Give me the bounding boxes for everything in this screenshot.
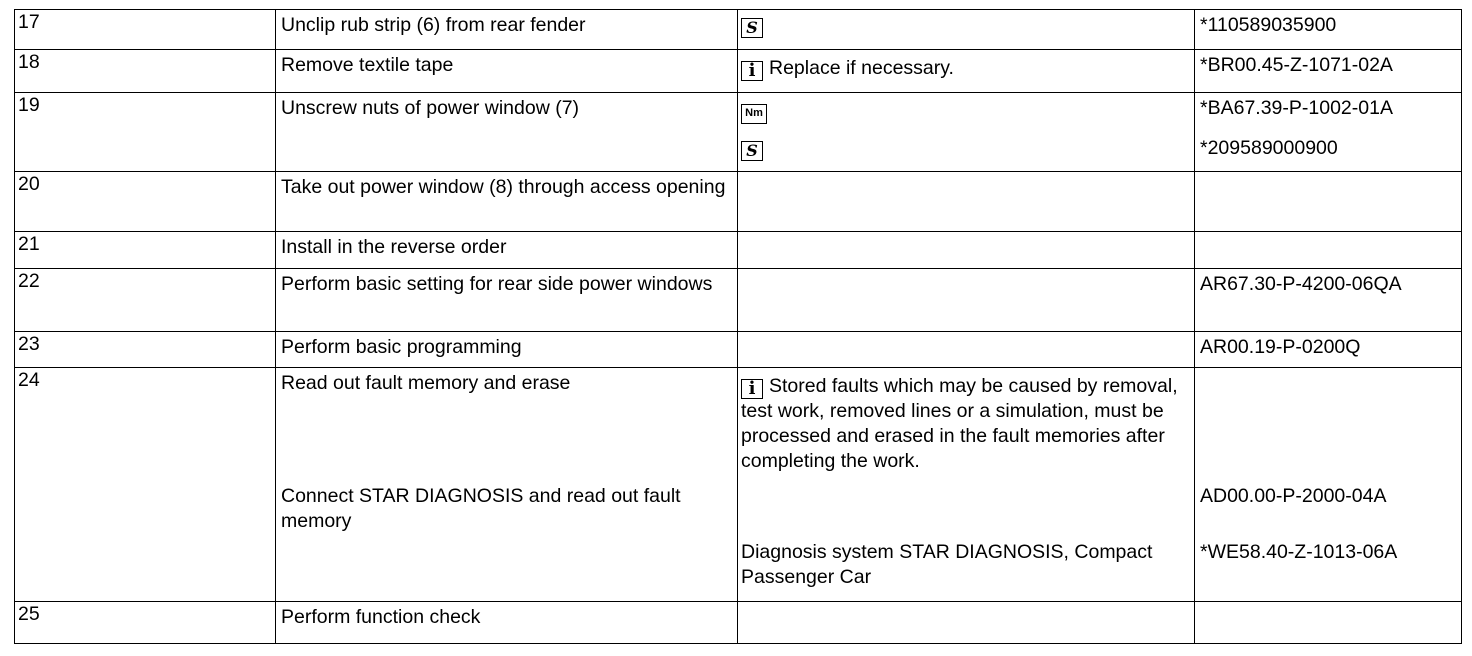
step-text: Unscrew nuts of power window (7): [276, 93, 738, 172]
reference-cell: [1195, 232, 1462, 269]
note-cell: [738, 93, 1195, 172]
table-row: [15, 172, 1462, 232]
step-text-group: [276, 368, 738, 602]
note-cell: [738, 10, 1195, 50]
reference-cell: [1195, 602, 1462, 644]
step-number: 19: [15, 93, 276, 172]
step-text: Remove textile tape: [276, 50, 738, 93]
table-row: [15, 10, 1462, 50]
table-row: [15, 332, 1462, 368]
note-cell: [738, 172, 1195, 232]
note-cell: [738, 50, 1195, 93]
table-row: [15, 50, 1462, 93]
step-number: 17: [15, 10, 276, 50]
table-row: [15, 368, 1462, 602]
step-text: Read out fault memory and erase: [281, 372, 571, 394]
table-row: [15, 602, 1462, 644]
info-icon: i: [741, 379, 763, 399]
step-number: 25: [15, 602, 276, 644]
step-number: 18: [15, 50, 276, 93]
step-number: 20: [15, 172, 276, 232]
table-row: [15, 93, 1462, 172]
step-text: Perform function check: [276, 602, 738, 644]
step-number: 23: [15, 332, 276, 368]
note-cell: [738, 602, 1195, 644]
step-text: Install in the reverse order: [276, 232, 738, 269]
step-text: Take out power window (8) through access opening: [276, 172, 738, 232]
step-number: 24: [15, 368, 276, 602]
note-cell: [738, 368, 1195, 602]
step-text: Perform basic programming: [276, 332, 738, 368]
repair-steps-table: [14, 9, 1462, 644]
reference-link[interactable]: *BR00.45-Z-1071-02A: [1195, 50, 1462, 93]
reference-link[interactable]: AR00.19-P-0200Q: [1195, 332, 1462, 368]
reference-cell: [1195, 368, 1462, 602]
reference-link[interactable]: *110589035900: [1195, 10, 1462, 50]
note-text: Replace if necessary.: [769, 57, 954, 79]
note-cell: [738, 332, 1195, 368]
special-tool-icon: S: [741, 141, 763, 161]
note-cell: [738, 232, 1195, 269]
table-row: [15, 269, 1462, 332]
step-text: Unclip rub strip (6) from rear fender: [276, 10, 738, 50]
note-text: Diagnosis system STAR DIAGNOSIS, Compact Passenger Car: [741, 541, 1153, 588]
step-number: 21: [15, 232, 276, 269]
reference-link[interactable]: *BA67.39-P-1002-01A: [1200, 97, 1393, 119]
reference-link[interactable]: AD00.00-P-2000-04A: [1200, 485, 1387, 507]
note-text: Stored faults which may be caused by removal, test work, removed lines or a simulation, must be processed and erased in the fault memories after completing the work.: [741, 375, 1178, 472]
reference-cell: [1195, 172, 1462, 232]
reference-link[interactable]: *209589000900: [1200, 137, 1338, 159]
torque-nm-icon: Nm: [741, 104, 767, 124]
info-icon: i: [741, 61, 763, 81]
special-tool-icon: S: [741, 18, 763, 38]
note-cell: [738, 269, 1195, 332]
step-number: 22: [15, 269, 276, 332]
step-text: Perform basic setting for rear side power windows: [276, 269, 738, 332]
table-row: [15, 232, 1462, 269]
reference-link[interactable]: AR67.30-P-4200-06QA: [1195, 269, 1462, 332]
reference-link[interactable]: *WE58.40-Z-1013-06A: [1200, 541, 1398, 563]
reference-cell: [1195, 93, 1462, 172]
step-text: Connect STAR DIAGNOSIS and read out fault memory: [281, 485, 681, 532]
